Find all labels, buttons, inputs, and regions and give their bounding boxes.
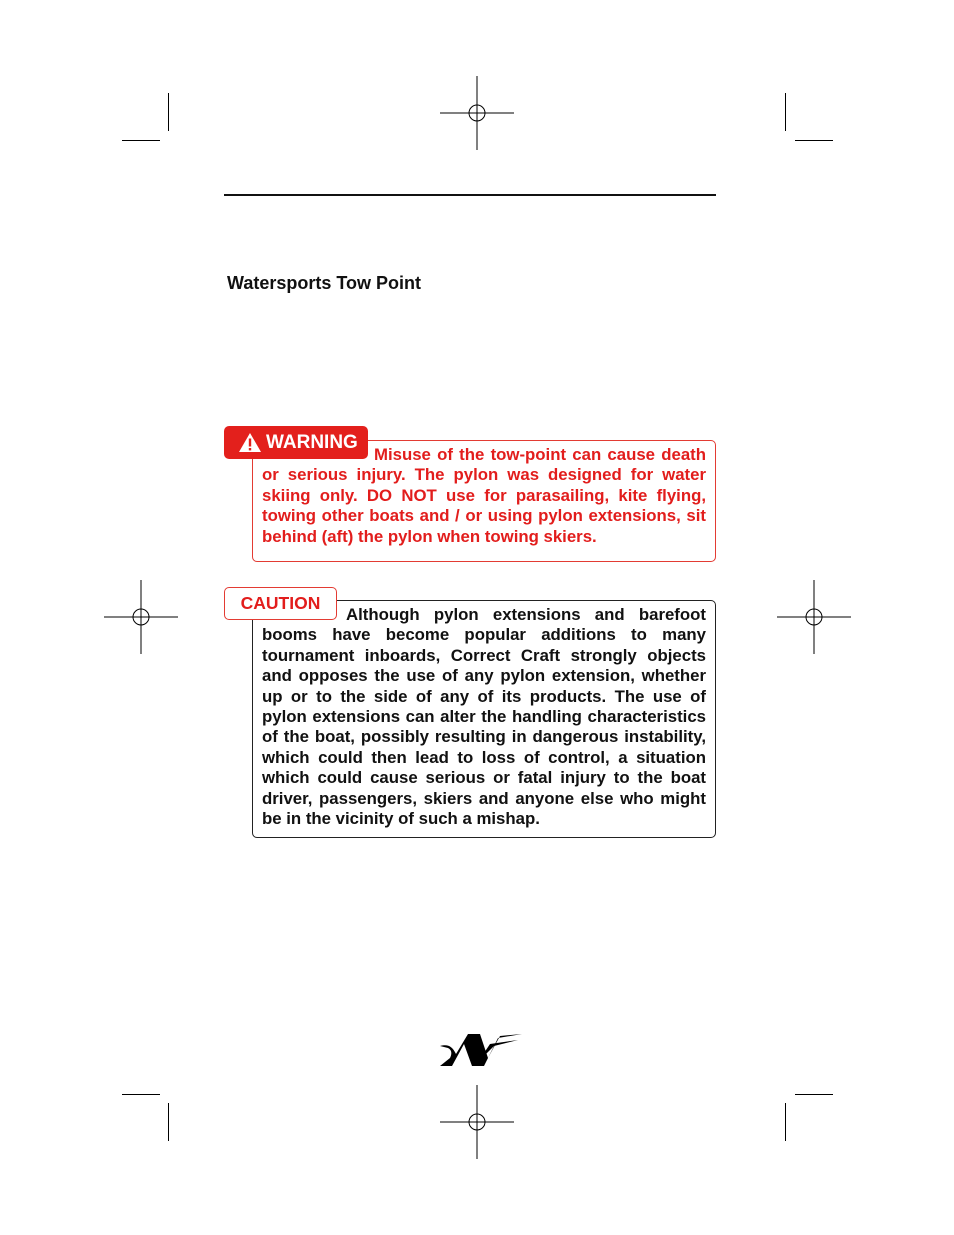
warning-tag-label: WARNING xyxy=(266,431,358,453)
crop-mark xyxy=(785,1103,786,1141)
crop-mark xyxy=(795,140,833,141)
registration-mark-icon xyxy=(440,1085,514,1159)
caution-tag-label: CAUTION xyxy=(240,593,321,613)
caution-tag xyxy=(224,587,337,620)
crop-mark xyxy=(122,1094,160,1095)
crop-mark xyxy=(168,1103,169,1141)
crop-mark xyxy=(795,1094,833,1095)
header-rule xyxy=(224,194,716,196)
warning-triangle-icon xyxy=(238,432,262,453)
warning-text: Misuse of the tow-point can cause death or serious injury. The pylon was designed for water skiing only. DO NOT use for parasailing, kite flying, towing other boats and / or using pylon extensions, sit behind (aft) the pylon when towing skiers. xyxy=(262,445,706,546)
registration-mark-icon xyxy=(104,580,178,654)
crop-mark xyxy=(168,93,169,131)
caution-box xyxy=(252,600,716,838)
warning-tag xyxy=(224,426,368,459)
registration-mark-icon xyxy=(440,76,514,150)
crop-mark xyxy=(122,140,160,141)
nautique-logo-icon xyxy=(438,1032,524,1068)
crop-mark xyxy=(785,93,786,131)
section-heading: Watersports Tow Point xyxy=(227,273,422,293)
caution-text: Although pylon extensions and barefoot booms have become popular additions to many tournament inboards, Correct Craft strongly objects and opposes the use of any pylon extension, whether up or to the side of any of its products. The use of pylon extensions can alter the handling characteristics of the boat, possibly resulting in dangerous instability, which could then lead to loss of control, a situation which could cause serious or fatal injury to the boat driver, passengers, skiers and anyone else who might be in the vicinity of such a mishap. xyxy=(262,605,706,829)
registration-mark-icon xyxy=(777,580,851,654)
